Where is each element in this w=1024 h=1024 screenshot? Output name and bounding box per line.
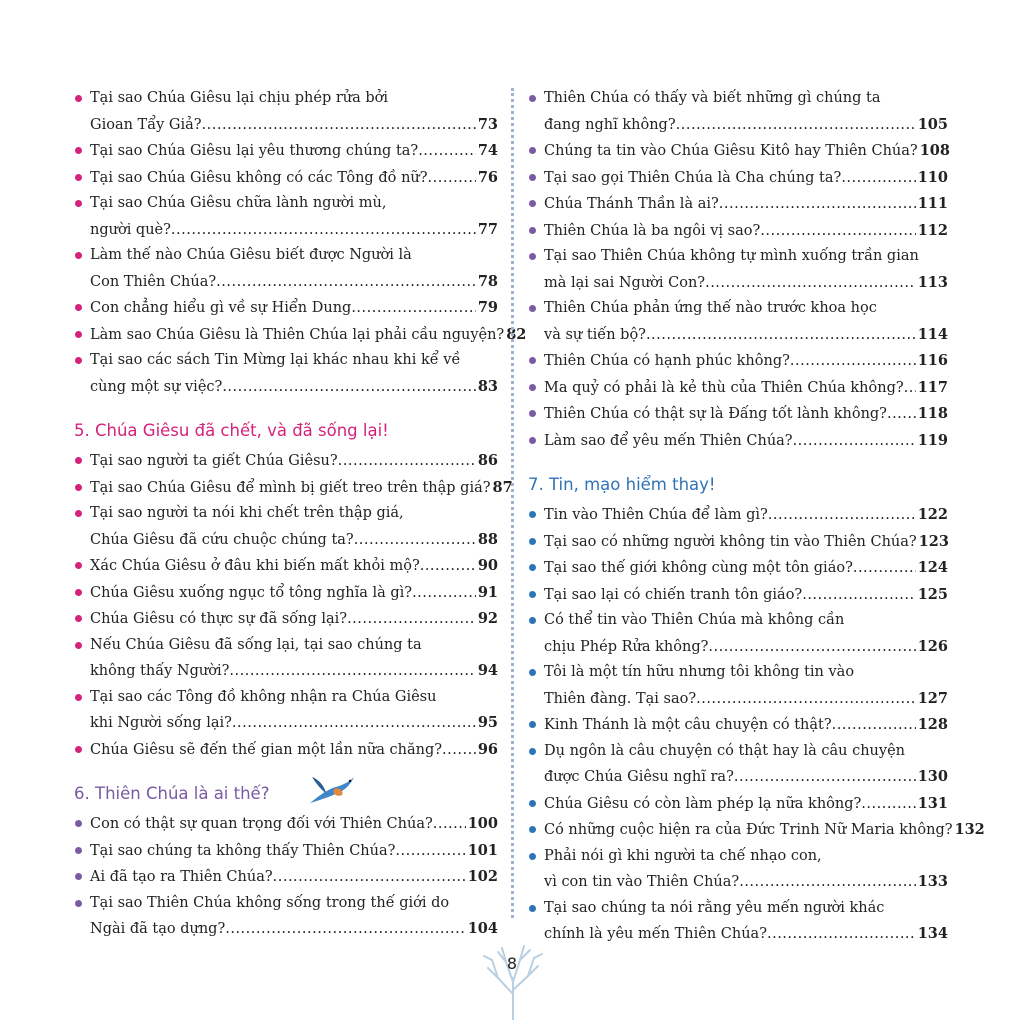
toc-entry [528,138,948,165]
toc-entry [74,685,498,737]
entry-title: Ngài đã tạo dựng? [90,921,226,937]
toc-entry [528,296,948,348]
toc-entry [528,712,948,739]
entry-title: Thiên Chúa là ba ngôi vị sao? [544,222,761,239]
toc-entry [528,582,948,609]
entry-title: Chúa Giêsu sẽ đến thế gian một lần nữa chăng? [90,741,443,758]
entry-title: Tại sao gọi Thiên Chúa là Cha chúng ta? [544,169,842,186]
page-ref: 100 [467,815,498,832]
bullet-icon [529,748,536,755]
toc-entry [74,191,498,243]
entry-title-line: Tại sao Chúa Giêsu lại chịu phép rửa bởi [90,90,389,106]
toc-entry [74,475,513,502]
toc-entry [74,243,498,295]
dot-leader [904,376,916,402]
bullet-icon [75,95,82,102]
toc-entry [74,553,498,580]
page-ref: 108 [919,142,950,159]
page-ref: 87 [492,478,513,496]
bullet-icon [529,384,536,391]
toc-entry [528,817,985,844]
toc-entry [74,580,498,607]
toc-list-continued [74,86,527,400]
page-ref: 132 [954,821,985,838]
bullet-icon [529,253,536,260]
page-ref: 105 [917,115,948,133]
entry-title-line: Tại sao Chúa Giêsu chữa lành người mù, [90,195,387,211]
dot-leader [354,528,476,554]
entry-title-line: Phải nói gì khi người ta chế nhạo con, [544,847,822,864]
entry-title: Ai đã tạo ra Thiên Chúa? [90,869,273,885]
page-ref: 114 [917,325,948,343]
bullet-icon [529,227,536,234]
entry-title: không thấy Người? [90,663,230,679]
bullet-icon [529,437,536,444]
toc-entry [528,244,948,296]
page-ref: 82 [506,325,527,343]
toc-entry [74,165,498,192]
entry-title: Tại sao Chúa Giêsu lại yêu thương chúng ta? [90,143,419,159]
entry-title: Tại sao thế giới không cùng một tôn giáo? [544,560,853,576]
dot-leader [229,659,475,685]
bullet-icon [75,820,82,827]
entry-title: Chúa Giêsu xuống ngục tổ tông nghĩa là gì? [90,584,413,601]
dot-leader [708,635,915,661]
toc-entry [528,739,948,791]
page-ref: 124 [917,559,948,576]
dot-leader [216,270,476,296]
page-ref: 77 [477,220,498,238]
bullet-icon [75,694,82,701]
bullet-icon [75,304,82,311]
toc-left-column [74,86,527,943]
toc-list-continued-right [528,86,948,454]
bullet-icon [75,562,82,569]
entry-title-line: Làm thế nào Chúa Giêsu biết được Người là [90,247,412,263]
entry-title: Tại sao Chúa Giêsu không có các Tông đồ nữ? [90,169,428,186]
page-ref: 79 [477,299,498,316]
dot-leader [793,429,916,455]
dot-leader [719,192,916,218]
entry-title: Chúa Thánh Thần là ai? [544,196,719,212]
dot-leader [841,166,915,192]
entry-title: Kinh Thánh là một câu chuyện có thật? [544,717,832,733]
toc-entry [74,501,498,553]
page-ref: 101 [467,841,498,859]
page-ref: 125 [917,585,948,603]
page-ref: 133 [917,873,948,890]
toc-entry [74,811,498,838]
bullet-icon [75,510,82,517]
toc-right-column [528,86,985,948]
bullet-icon [529,617,536,624]
toc-entry [528,502,948,529]
page-ref: 91 [477,583,498,601]
entry-title: Làm sao Chúa Giêsu là Thiên Chúa lại phải cầu nguyện? [90,326,505,343]
entry-title: Tại sao có những người không tin vào Thiên Chúa? [544,533,917,550]
entry-title: đang nghĩ không? [544,116,676,133]
entry-title: Con Thiên Chúa? [90,273,217,290]
bullet-icon [529,905,536,912]
section-7-title: 7. Tin, mạo hiểm thay! [528,475,716,494]
bullet-icon [75,357,82,364]
dot-leader [861,792,915,818]
entry-title: Tại sao người ta giết Chúa Giêsu? [90,453,338,469]
toc-entry [528,896,948,948]
bullet-icon [75,200,82,207]
page-ref: 116 [917,352,948,369]
entry-title: cùng một sự việc? [90,378,223,395]
page-ref: 119 [917,431,948,449]
toc-entry [528,608,948,660]
toc-entry [74,448,498,475]
dot-leader [767,922,916,948]
toc-entry [528,529,948,556]
dot-leader [768,503,916,529]
entry-title-line: Tôi là một tín hữu nhưng tôi không tin vào [544,664,855,680]
entry-title: Thiên Chúa có hạnh phúc không? [544,353,790,369]
column-divider [511,88,514,918]
entry-title: Tin vào Thiên Chúa để làm gì? [544,507,768,523]
bullet-icon [529,410,536,417]
dot-leader [347,607,476,633]
page-ref: 73 [477,115,498,133]
page-ref: 122 [917,506,948,523]
entry-title: được Chúa Giêsu nghĩ ra? [544,769,734,785]
bullet-icon [529,800,536,807]
entry-title: chịu Phép Rửa không? [544,638,709,655]
entry-title: mà lại sai Người Con? [544,274,706,291]
entry-title-line: Tại sao người ta nói khi chết trên thập giá, [90,505,404,521]
toc-entry [74,138,498,165]
page-ref: 90 [477,557,498,574]
page-ref: 126 [917,637,948,655]
page-ref: 128 [917,716,948,733]
dot-leader [790,349,916,375]
page-ref: 118 [917,405,948,422]
dot-leader [232,711,476,737]
bullet-icon [75,847,82,854]
toc-entry [528,844,948,896]
toc-entry [74,295,498,322]
entry-title: vì con tin vào Thiên Chúa? [544,874,740,890]
page-ref: 88 [477,530,498,548]
bullet-icon [75,457,82,464]
entry-title-line: Thiên Chúa có thấy và biết những gì chúng ta [544,90,881,106]
bullet-icon [75,873,82,880]
page-ref: 127 [917,689,948,707]
toc-entry [528,660,948,712]
entry-title-line: Tại sao chúng ta nói rằng yêu mến người khác [544,899,885,916]
toc-entry [74,348,498,400]
entry-title: Con chẳng hiểu gì về sự Hiển Dung [90,300,352,316]
page-ref: 112 [917,221,948,239]
dot-leader [802,583,916,609]
bullet-icon [529,564,536,571]
dot-leader [222,375,476,401]
dot-leader [412,581,476,607]
page-ref: 134 [917,925,948,942]
bullet-icon [75,252,82,259]
bullet-icon [529,721,536,728]
bullet-icon [529,357,536,364]
dot-leader [225,917,465,943]
dot-leader [171,218,476,244]
toc-entry [74,864,498,891]
bullet-icon [529,669,536,676]
bullet-icon [75,331,82,338]
bird-illustration [306,773,358,809]
bullet-icon [529,826,536,833]
dot-leader [433,812,466,838]
entry-title-line: Tại sao Thiên Chúa không sống trong thế giới do [90,894,450,911]
toc-entry [528,428,948,455]
page-ref: 86 [477,452,498,469]
toc-entry [528,191,948,218]
page-ref: 78 [477,272,498,290]
bullet-icon [75,746,82,753]
page-ref: 83 [477,377,498,395]
entry-title-line: Tại sao các sách Tin Mừng lại khác nhau khi kể về [90,352,461,368]
bullet-icon [529,95,536,102]
entry-title: Xác Chúa Giêsu ở đâu khi biến mất khỏi mộ? [90,558,420,574]
toc-entry [528,401,948,428]
entry-title: Có những cuộc hiện ra của Đức Trinh Nữ Maria không? [544,822,953,838]
bullet-icon [75,484,82,491]
section-6-heading [74,781,498,807]
dot-leader [442,738,476,764]
bullet-icon [529,147,536,154]
page-ref: 130 [917,768,948,785]
page-ref: 104 [467,920,498,937]
bullet-icon [75,589,82,596]
page-ref: 111 [917,195,948,212]
toc-entry [74,606,498,633]
bullet-icon [75,900,82,907]
page-ref: 76 [477,168,498,186]
bullet-icon [75,642,82,649]
bullet-icon [529,200,536,207]
entry-title-line: Tại sao Thiên Chúa không tự mình xuống trần gian [544,248,919,264]
entry-title: Chúa Giêsu đã cứu chuộc chúng ta? [90,531,354,548]
toc-entry [528,348,948,375]
bullet-icon [529,305,536,312]
toc-entry [528,791,948,818]
entry-title: Tại sao Chúa Giêsu để mình bị giết treo trên thập giá? [90,479,491,496]
bullet-icon [75,615,82,622]
dot-leader [853,556,916,582]
dot-leader [273,865,466,891]
page-number: 8 [506,954,518,973]
toc-entry [528,218,948,245]
toc-entry [74,737,498,764]
dot-leader [760,219,915,245]
entry-title: Thiên Chúa có thật sự là Đấng tốt lành không? [544,406,887,422]
entry-title-line: Dụ ngôn là câu chuyện có thật hay là câu chuyện [544,742,905,759]
dot-leader [696,687,916,713]
entry-title: khi Người sống lại? [90,715,232,731]
bullet-icon [529,591,536,598]
entry-title: và sự tiến bộ? [544,326,646,343]
dot-leader [705,271,916,297]
entry-title-line: Tại sao các Tông đồ không nhận ra Chúa Giêsu [90,688,437,705]
toc-entry [528,555,948,582]
section-5-title: 5. Chúa Giêsu đã chết, và đã sống lại! [74,421,389,440]
page-ref: 110 [917,168,948,186]
page-ref: 117 [917,378,948,396]
page-ref: 95 [477,714,498,731]
section-5-list [74,448,513,763]
entry-title: Chúng ta tin vào Chúa Giêsu Kitô hay Thiên Chúa? [544,143,918,159]
entry-title-line: Nếu Chúa Giêsu đã sống lại, tại sao chúng ta [90,636,422,653]
dot-leader [395,839,465,865]
dot-leader [351,296,475,322]
toc-entry [528,375,948,402]
dot-leader [202,113,476,139]
toc-entry [74,891,498,943]
section-6-list [74,811,498,943]
page-ref: 131 [917,794,948,812]
entry-title: Tại sao lại có chiến tranh tôn giáo? [544,586,803,603]
dot-leader [646,323,916,349]
entry-title: người què? [90,221,171,238]
entry-title: Ma quỷ có phải là kẻ thù của Thiên Chúa không? [544,379,904,396]
toc-entry [528,165,948,192]
page-ref: 74 [477,142,498,159]
section-7-list [528,502,985,948]
dot-leader [420,554,476,580]
page-ref: 123 [918,532,949,550]
toc-entry [74,86,498,138]
page-ref: 94 [477,662,498,679]
entry-title: Làm sao để yêu mến Thiên Chúa? [544,432,793,449]
entry-title: chính là yêu mến Thiên Chúa? [544,926,767,942]
entry-title-line: Thiên Chúa phản ứng thế nào trước khoa học [544,300,877,316]
dot-leader [418,139,476,165]
entry-title: Thiên đàng. Tại sao? [544,690,697,707]
entry-title: Con có thật sự quan trọng đối với Thiên Chúa? [90,816,433,832]
page-ref: 92 [477,610,498,627]
bullet-icon [529,853,536,860]
toc-entry [74,322,527,349]
bullet-icon [529,511,536,518]
entry-title-line: Có thể tin vào Thiên Chúa mà không cần [544,612,845,628]
page-ref: 102 [467,868,498,885]
bullet-icon [75,174,82,181]
toc-entry [74,633,498,685]
dot-leader [832,713,916,739]
bullet-icon [529,174,536,181]
bullet-icon [75,147,82,154]
entry-title: Tại sao chúng ta không thấy Thiên Chúa? [90,842,396,859]
dot-leader [887,402,916,428]
toc-entry [528,86,948,138]
dot-leader [676,113,916,139]
dot-leader [739,870,916,896]
entry-title: Chúa Giêsu có thực sự đã sống lại? [90,611,348,627]
bullet-icon [529,538,536,545]
dot-leader [734,765,916,791]
tree-icon [478,938,548,1020]
section-6-title: 6. Thiên Chúa là ai thế? [74,784,270,803]
dot-leader [338,449,476,475]
entry-title: Gioan Tẩy Giả? [90,116,202,133]
page-ref: 96 [477,740,498,758]
toc-entry [74,838,498,865]
page-ref: 113 [917,273,948,291]
entry-title: Chúa Giêsu có còn làm phép lạ nữa không? [544,795,862,812]
dot-leader [428,166,476,192]
